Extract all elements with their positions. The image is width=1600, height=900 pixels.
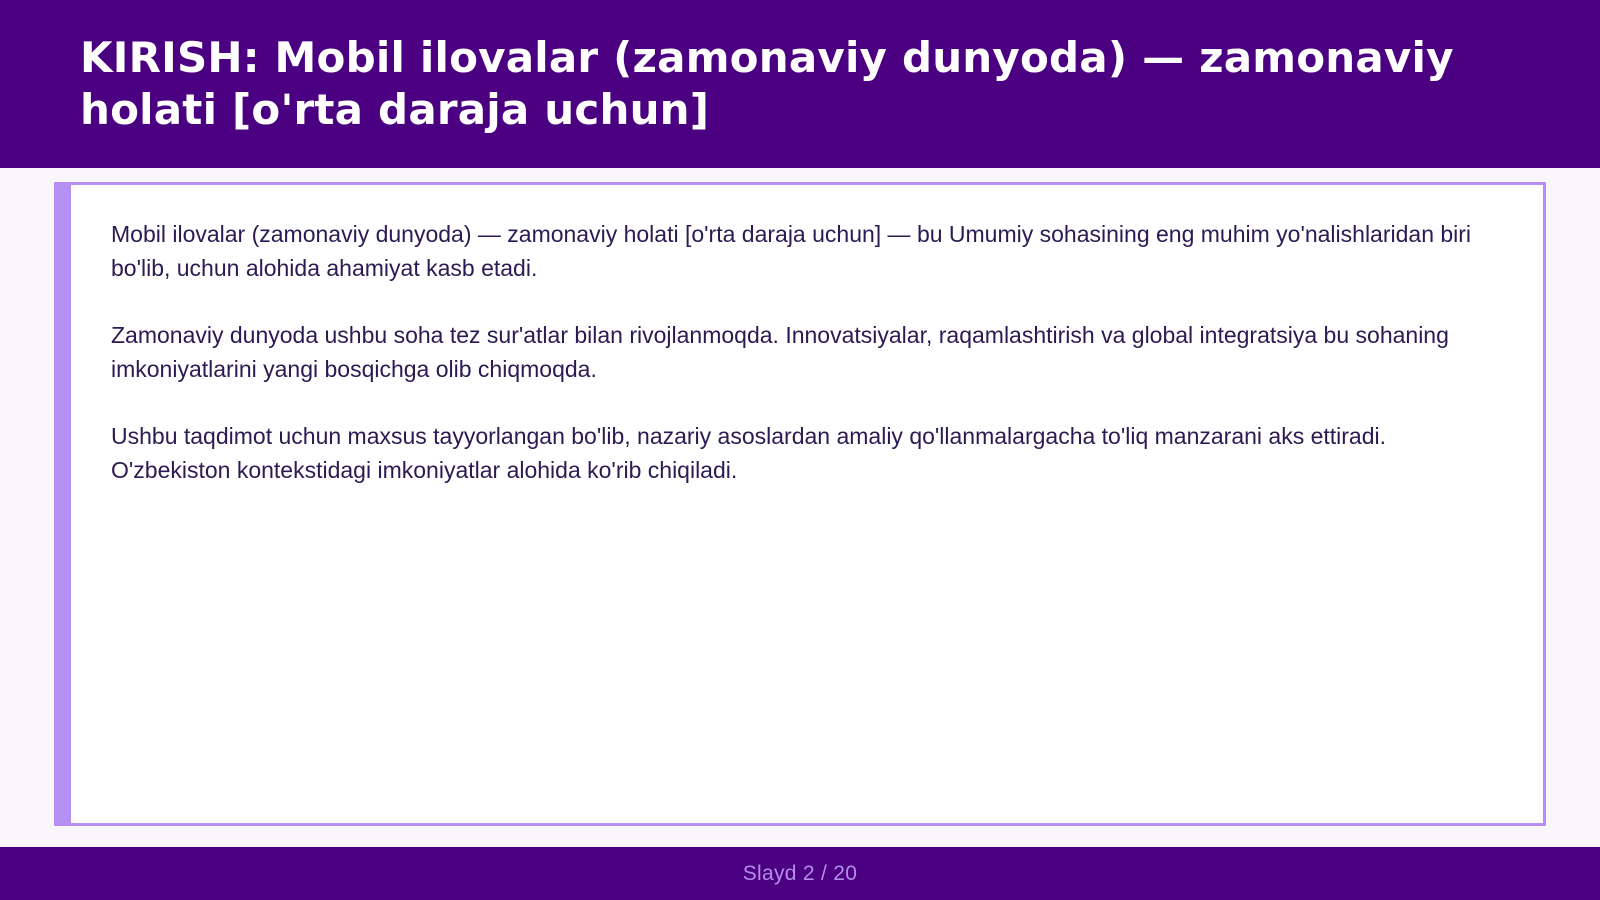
slide-counter: Slayd 2 / 20 [742, 861, 858, 885]
intro-paragraph-2: Zamonaviy dunyoda ushbu soha tez sur'atlar bilan rivojlanmoqda. Innovatsiyalar, raqamlashtirish va global integratsiya bu sohaning imkoniyatlarini yangi bosqichga olib chiqmoqda. [111, 322, 1449, 382]
slide-footer [0, 847, 1600, 900]
intro-paragraph-1: Mobil ilovalar (zamonaviy dunyoda) — zamonaviy holati [o'rta daraja uchun] — bu Umumiy sohasining eng muhim yo'nalishlaridan biri bo'lib, uchun alohida ahamiyat kasb etadi. [111, 221, 1472, 281]
content-card [54, 182, 1546, 826]
slide-title: KIRISH: Mobil ilovalar (zamonaviy dunyoda) — zamonaviy holati [o'rta daraja uchun] [80, 33, 1454, 134]
intro-paragraph-3: Ushbu taqdimot uchun maxsus tayyorlangan bo'lib, nazariy asoslardan amaliy qo'llanmalargacha to'liq manzarani aks ettiradi. O'zbekiston kontekstidagi imkoniyatlar alohida ko'rib chiqiladi. [111, 423, 1387, 483]
slide-header [0, 0, 1600, 168]
